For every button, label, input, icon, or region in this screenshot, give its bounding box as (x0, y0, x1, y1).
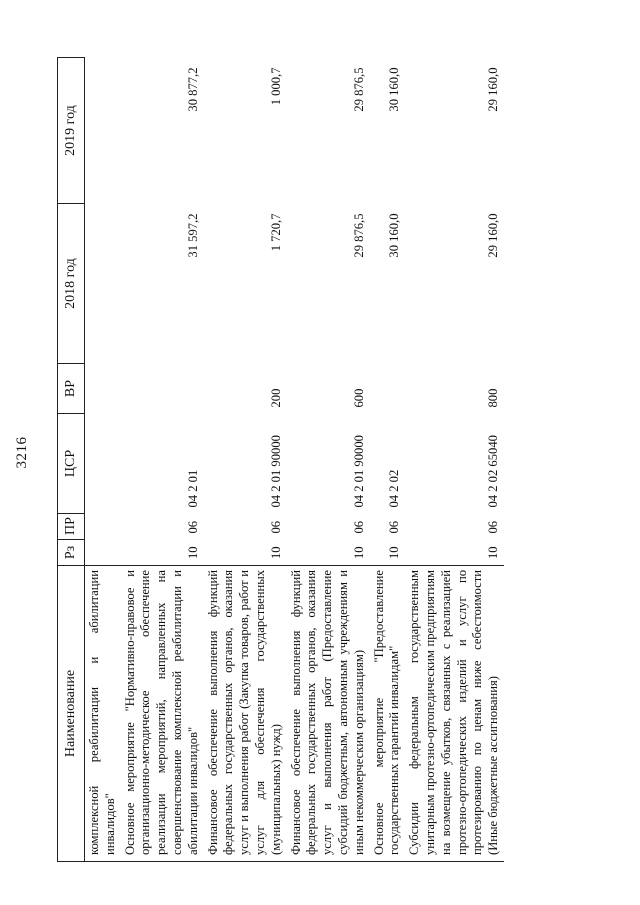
row-2018: 31 597,2 (185, 213, 200, 258)
row-rz (85, 540, 121, 566)
header-pr: ПР (58, 514, 85, 540)
table-row (370, 58, 406, 862)
row-pr: 06 (351, 520, 366, 534)
header-2018: 2018 год (58, 204, 85, 364)
row-pr: 06 (185, 520, 200, 534)
page-number: 3216 (14, 436, 30, 469)
header-name: Наименование (58, 566, 85, 862)
table-row (85, 58, 121, 862)
row-name: комплексной реабилитации и абилитации инвалидов" (85, 566, 121, 862)
row-csr: 04 2 01 (185, 469, 200, 508)
row-pr: 06 (268, 520, 283, 534)
row-vr (121, 364, 204, 414)
table-row (204, 58, 287, 862)
table-row (405, 58, 504, 862)
row-2019: 30 160,0 (387, 67, 402, 112)
row-2019: 30 877,2 (185, 67, 200, 112)
row-rz: 10 (387, 546, 402, 559)
budget-table (57, 57, 504, 862)
row-2019: 29 876,5 (351, 67, 366, 112)
row-csr (85, 414, 121, 514)
row-2019 (85, 58, 121, 204)
table-row (121, 58, 204, 862)
row-pr: 06 (387, 520, 402, 534)
row-csr: 04 2 02 (387, 469, 402, 508)
row-name: Основное мероприятие "Предоставление государственных гарантий инвалидам" (370, 566, 406, 862)
row-2019: 29 160,0 (486, 67, 501, 112)
header-csr: ЦСР (58, 414, 85, 514)
row-2019: 1 000,7 (268, 67, 283, 106)
row-rz: 10 (486, 546, 501, 559)
row-name: Основное мероприятие "Нормативно-правовое и организационно-методическое обеспечение реализации мероприятий, направленных на совершенствование комплексной реабилитации и абилитации инвалидов" (121, 566, 204, 862)
row-2018: 30 160,0 (387, 213, 402, 258)
row-csr: 04 2 02 65040 (486, 435, 501, 508)
row-rz: 10 (185, 546, 200, 559)
row-2018: 1 720,7 (268, 213, 283, 252)
row-rz: 10 (268, 546, 283, 559)
row-vr: 200 (268, 388, 283, 408)
header-vr: ВР (58, 364, 85, 414)
row-rz: 10 (351, 546, 366, 559)
row-name: Субсидии федеральным государственным унитарным протезно-ортопедическим предприятиям на возмещение убытков, связанных с реализацией протезно-ортопедических изделий и услуг по протезированию по ценам ниже себестоимости (Иные бюджетные ассигнования) (405, 566, 504, 862)
row-csr: 04 2 01 90000 (268, 435, 283, 508)
row-vr (370, 364, 406, 414)
row-vr (85, 364, 121, 414)
row-pr (85, 514, 121, 540)
header-row (58, 58, 85, 862)
header-rz: Рз (58, 540, 85, 566)
row-2018: 29 876,5 (351, 213, 366, 258)
row-2018: 29 160,0 (486, 213, 501, 258)
row-2018 (85, 204, 121, 364)
table-row (287, 58, 370, 862)
header-2019: 2019 год (58, 58, 85, 204)
row-vr: 800 (486, 388, 501, 408)
row-pr: 06 (486, 520, 501, 534)
row-name: Финансовое обеспечение выполнения функций федеральных государственных органов, оказания услуг и выполнения работ (Закупка товаров, работ и услуг для обеспечения государственных (муниципальных) нужд) (204, 566, 287, 862)
row-name: Финансовое обеспечение выполнения функций федеральных государственных органов, оказания услуг и выполнения работ (Предоставление субсидий бюджетным, автономным учреждениям и иным некоммерческим организациям) (287, 566, 370, 862)
row-csr: 04 2 01 90000 (351, 435, 366, 508)
row-vr: 600 (351, 388, 366, 408)
